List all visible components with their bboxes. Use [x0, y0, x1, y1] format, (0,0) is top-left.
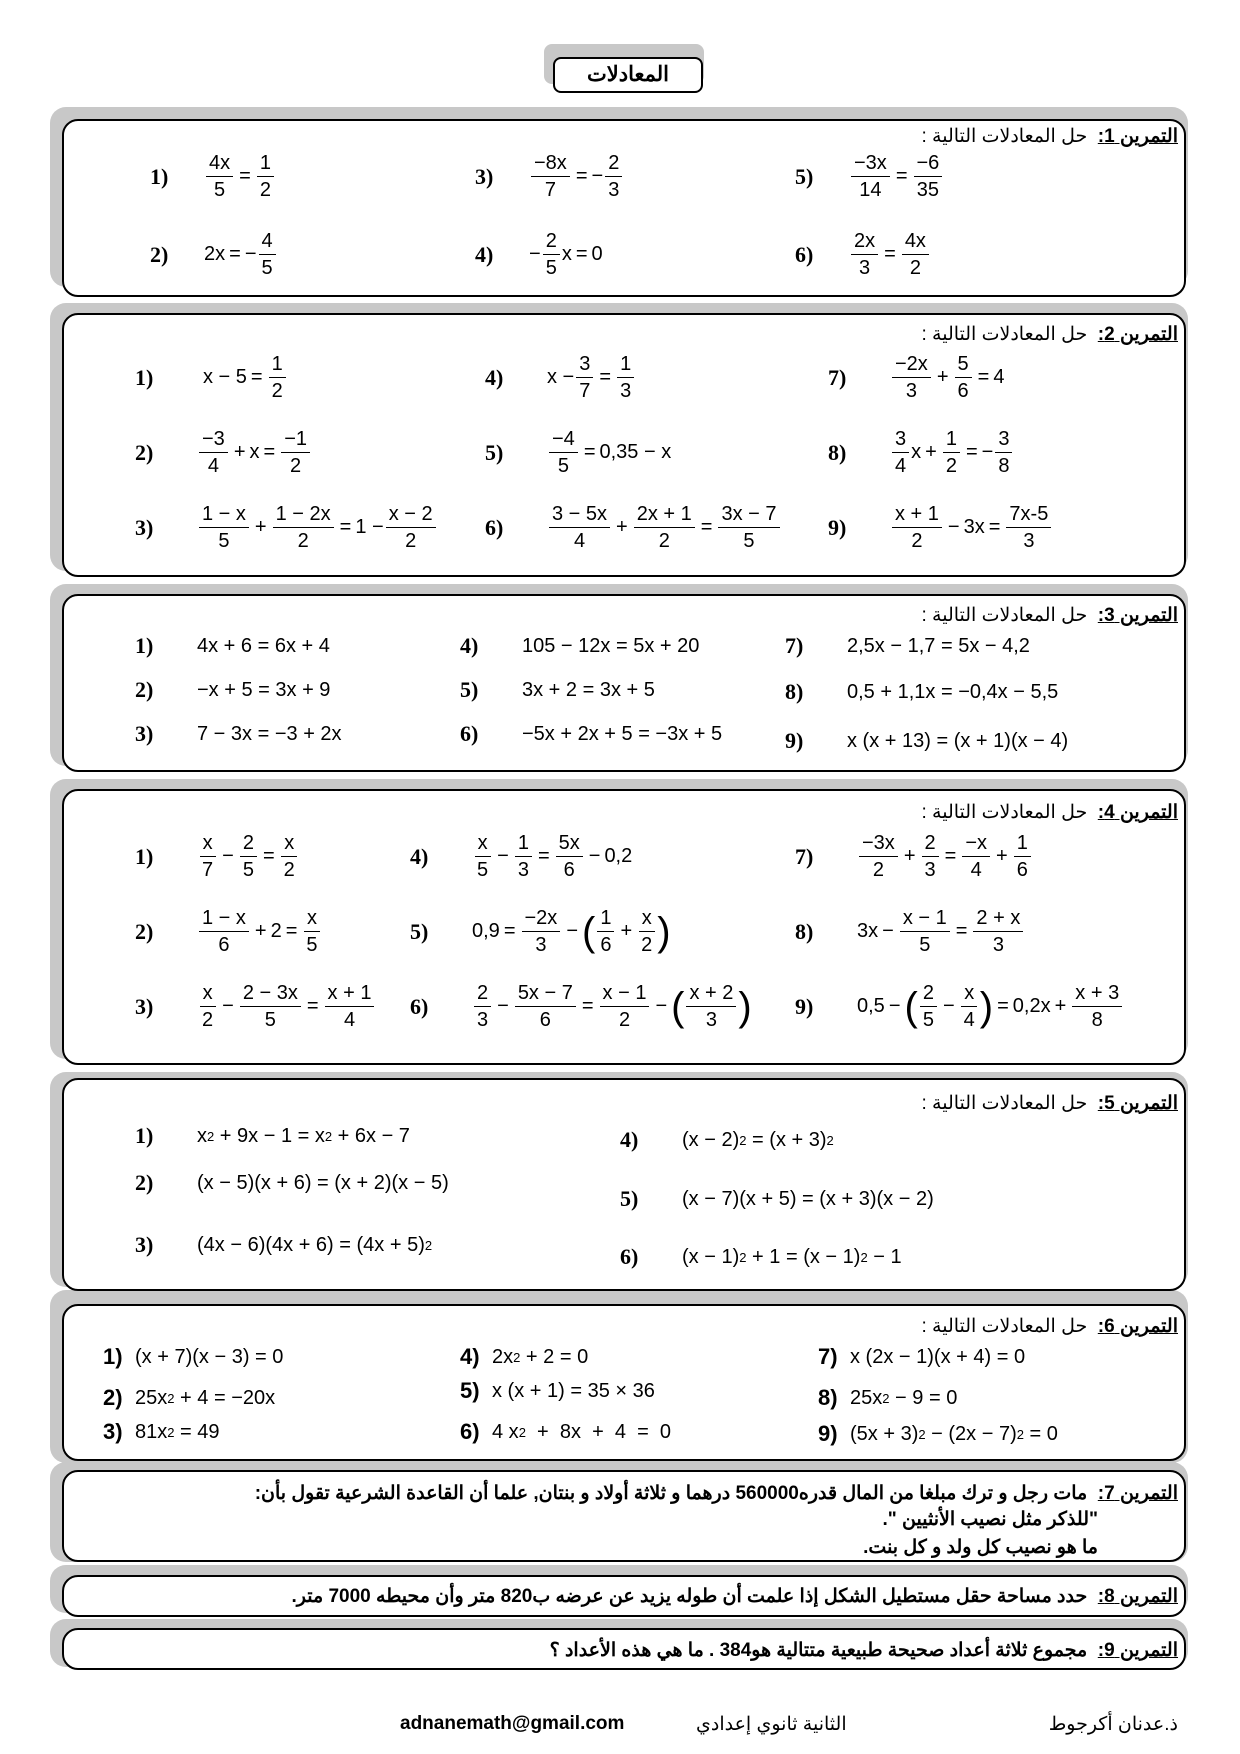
ex6-eq3: 3) 81x 2 = 49	[103, 1419, 220, 1444]
ex1-eq1: 1) $\frac{4x}{5}$ = $\frac{1}{2}$	[150, 152, 276, 201]
ex1-eq3: 3) $\frac{-8x}{7}$ = − $\frac{2}{3}$	[475, 152, 624, 201]
ex4-eq2: 2) $\frac{1 - x}{6}$ + 2 = $\frac{x}{5}$	[135, 907, 323, 956]
ex2-eq8: 8) $\frac{3}{4}$ x + $\frac{1}{2}$ = − $\frac{3}{8}$	[828, 428, 1014, 477]
ex4-eq6: 6) $\frac{2}{3}$ − $\frac{5x - 7}{6}$ = $\frac{x - 1}{2}$ − ( $\frac{x + 2}{3}$ )	[410, 982, 752, 1031]
exercise-2-heading: التمرين 2: حل المعادلات التالية :	[921, 324, 1178, 345]
footer-email: adnanemath@gmail.com	[400, 1713, 625, 1734]
ex2-eq7: 7) $\frac{-2x}{3}$ + $\frac{5}{6}$ = 4	[828, 353, 1005, 402]
ex2-eq5: 5) $\frac{-4}{5}$ = 0,35 − x	[485, 428, 672, 477]
ex6-eq1: 1) (x + 7)(x − 3) = 0	[103, 1344, 284, 1369]
ex6-eq4: 4) 2x 2 + 2 = 0	[460, 1344, 589, 1369]
ex3-eq9: 9) x (x + 13) = (x + 1)(x − 4)	[785, 728, 1069, 753]
ex6-eq8: 8) 25x 2 − 9 = 0	[818, 1385, 958, 1410]
ex1-eq2: 2) 2x = − $\frac{4}{5}$	[150, 230, 278, 279]
ex6-eq2: 2) 25x 2 + 4 = −20x	[103, 1385, 276, 1410]
ex4-eq4: 4) $\frac{x}{5}$ − $\frac{1}{3}$ = $\frac{5x}{6}$ − 0,2	[410, 832, 633, 881]
ex2-eq1: 1) x − 5 = $\frac{1}{2}$	[135, 353, 288, 402]
ex3-eq7: 7) 2,5x − 1,7 = 5x − 4,2	[785, 633, 1030, 658]
ex2-eq3: 3) $\frac{1 - x}{5}$ + $\frac{1 - 2x}{2}$ = 1 − $\frac{x - 2}{2}$	[135, 503, 438, 552]
ex3-eq3: 3) 7 − 3x = −3 + 2x	[135, 721, 342, 746]
exercise-6-heading: التمرين 6: حل المعادلات التالية :	[921, 1316, 1178, 1337]
ex5-eq1: 1) x 2 + 9x − 1 = x 2 + 6x − 7	[135, 1123, 410, 1148]
ex4-eq5: 5) 0,9 = $\frac{-2x}{3}$ − ( $\frac{1}{6}$ + $\frac{x}{2}$ )	[410, 907, 671, 956]
exercise-4-heading: التمرين 4: حل المعادلات التالية :	[921, 802, 1178, 823]
ex5-eq4: 4) (x − 2) 2 = (x + 3) 2	[620, 1127, 834, 1152]
ex3-eq8: 8) 0,5 + 1,1x = −0,4x − 5,5	[785, 679, 1059, 704]
ex1-eq6: 6) $\frac{2x}{3}$ = $\frac{4x}{2}$	[795, 230, 931, 279]
footer-author: ذ.عدنان أكرجوط	[1048, 1714, 1178, 1735]
ex6-eq9: 9) (5x + 3) 2 − (2x − 7) 2 = 0	[818, 1421, 1058, 1446]
ex5-eq6: 6) (x − 1) 2 + 1 = (x − 1) 2 − 1	[620, 1244, 902, 1269]
ex6-eq7: 7) x (2x − 1)(x + 4) = 0	[818, 1344, 1026, 1369]
ex4-eq3: 3) $\frac{x}{2}$ − $\frac{2 - 3x}{5}$ = $\frac{x + 1}{4}$	[135, 982, 376, 1031]
ex3-eq6: 6) −5x + 2x + 5 = −3x + 5	[460, 721, 723, 746]
ex4-eq9: 9) 0,5 − ( $\frac{2}{5}$ − $\frac{x}{4}$ ) = 0,2x + $\frac{x + 3}{8}$	[795, 982, 1124, 1031]
ex1-eq5: 5) $\frac{-3x}{14}$ = $\frac{-6}{35}$	[795, 152, 944, 201]
ex3-eq5: 5) 3x + 2 = 3x + 5	[460, 677, 655, 702]
ex2-eq4: 4) x − $\frac{3}{7}$ = $\frac{1}{3}$	[485, 353, 636, 402]
page-title: المعادلات	[553, 57, 703, 93]
ex6-eq6: 6) 4 x 2 + 8x + 4 = 0	[460, 1419, 672, 1444]
ex5-eq2: 2) (x − 5)(x + 6) = (x + 2)(x − 5)	[135, 1170, 449, 1195]
ex3-eq1: 1) 4x + 6 = 6x + 4	[135, 633, 330, 658]
exercise-8-heading: التمرين 8: حدد مساحة حقل مستطيل الشكل إذا علمت أن طوله يزيد عن عرضه ب820 متر وأن محيطه 7000 متر.	[291, 1586, 1178, 1607]
exercise-1-heading: التمرين 1: حل المعادلات التالية :	[921, 126, 1178, 147]
ex4-eq7: 7) $\frac{-3x}{2}$ + $\frac{2}{3}$ = $\frac{-x}{4}$ + $\frac{1}{6}$	[795, 832, 1033, 881]
footer-level: الثانية ثانوي إعدادي	[696, 1714, 847, 1735]
ex2-eq6: 6) $\frac{3 - 5x}{4}$ + $\frac{2x + 1}{2}$ = $\frac{3x - 7}{5}$	[485, 503, 782, 552]
ex3-eq4: 4) 105 − 12x = 5x + 20	[460, 633, 700, 658]
ex6-eq5: 5) x (x + 1) = 35 × 36	[460, 1378, 655, 1403]
ex1-eq4: 4) − $\frac{2}{5}$ x = 0	[475, 230, 603, 279]
exercise-7-line-2: "للذكر مثل نصيب الأنثيين ".	[882, 1509, 1098, 1530]
exercise-9-heading: التمرين 9: مجموع ثلاثة أعداد صحيحة طبيعية متتالية هو384 . ما هي هذه الأعداد ؟	[549, 1640, 1178, 1661]
exercise-7-line-3: ما هو نصيب كل ولد و كل بنت.	[863, 1537, 1098, 1558]
ex2-eq9: 9) $\frac{x + 1}{2}$ − 3x = $\frac{7x-5}{3}$	[828, 503, 1053, 552]
exercise-7-heading: التمرين 7: مات رجل و ترك مبلغا من المال قدره560000 درهما و ثلاثة أولاد و بنتان, علما أن القاعدة الشرعية تقول بأن:	[254, 1483, 1178, 1504]
ex5-eq5: 5) (x − 7)(x + 5) = (x + 3)(x − 2)	[620, 1186, 934, 1211]
exercise-5-heading: التمرين 5: حل المعادلات التالية :	[921, 1093, 1178, 1114]
ex5-eq3: 3) (4x − 6)(4x + 6) = (4x + 5) 2	[135, 1232, 433, 1257]
ex3-eq2: 2) −x + 5 = 3x + 9	[135, 677, 331, 702]
exercise-3-heading: التمرين 3: حل المعادلات التالية :	[921, 605, 1178, 626]
ex2-eq2: 2) $\frac{-3}{4}$ + x = $\frac{-1}{2}$	[135, 428, 312, 477]
ex4-eq8: 8) 3x − $\frac{x - 1}{5}$ = $\frac{2 + x}{3}$	[795, 907, 1025, 956]
ex4-eq1: 1) $\frac{x}{7}$ − $\frac{2}{5}$ = $\frac{x}{2}$	[135, 832, 300, 881]
